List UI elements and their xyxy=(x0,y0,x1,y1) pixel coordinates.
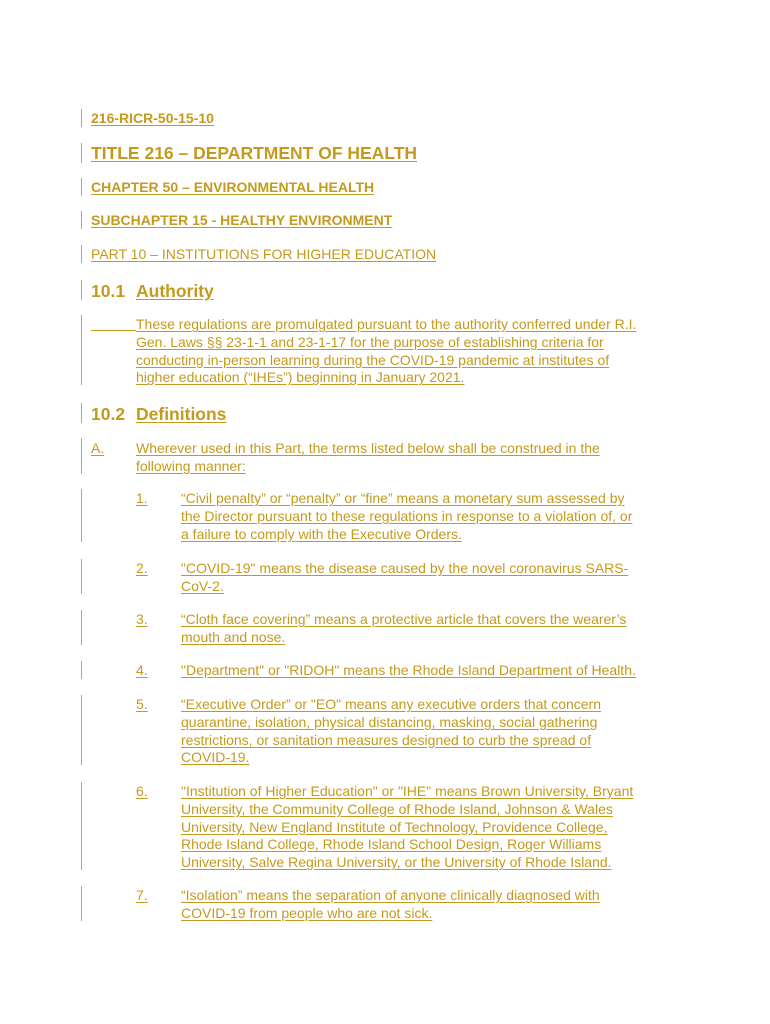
definition-line: “Civil penalty” or “penalty” or “fine” means a monetary sum assessed by xyxy=(181,490,625,506)
definition-cloth-face-covering xyxy=(181,611,626,647)
section-title: Definitions xyxy=(136,404,227,424)
change-bar xyxy=(81,143,82,163)
part-heading: PART 10 – INSTITUTIONS FOR HIGHER EDUCATION xyxy=(91,246,437,262)
change-bar xyxy=(81,559,82,594)
change-bar xyxy=(81,438,82,474)
definition-line: University, Salve Regina University, or the University of Rhode Island. xyxy=(181,854,612,871)
change-bar xyxy=(81,245,82,263)
authority-line: conducting in-person learning during the COVID-19 pandemic at institutes of xyxy=(136,351,610,368)
definition-line: "Institution of Higher Education" or "IHE" means Brown University, Bryant xyxy=(181,783,634,799)
definition-line: a failure to comply with the Executive Orders. xyxy=(181,525,462,542)
definition-line: “Cloth face covering” means a protective article that covers the wearer’s xyxy=(181,611,627,627)
paragraph-indent xyxy=(91,316,136,332)
definition-number: 4. xyxy=(136,662,148,678)
definition-executive-order xyxy=(181,696,601,767)
definition-line: quarantine, isolation, physical distancing, masking, social gathering xyxy=(181,713,598,730)
section-number: 10.2 xyxy=(91,404,126,424)
subchapter-heading: SUBCHAPTER 15 - HEALTHY ENVIRONMENT xyxy=(91,212,393,228)
definition-line: Rhode Island College, Rhode Island School Design, Roger Williams xyxy=(181,836,602,853)
definition-number: 7. xyxy=(136,887,148,903)
definition-department xyxy=(181,662,636,680)
subsection-line: Wherever used in this Part, the terms listed below shall be construed in the xyxy=(136,440,600,456)
definition-number: 2. xyxy=(136,560,148,576)
change-bar xyxy=(81,403,82,423)
definition-line: "Department" or "RIDOH" means the Rhode Island Department of Health. xyxy=(181,662,636,678)
change-bar xyxy=(81,610,82,645)
definition-number: 6. xyxy=(136,783,148,799)
definition-number: 1. xyxy=(136,490,148,506)
definition-line: CoV-2. xyxy=(181,577,224,594)
authority-line: Gen. Laws §§ 23-1-1 and 23-1-17 for the purpose of establishing criteria for xyxy=(136,333,604,350)
section-definitions-heading xyxy=(91,404,226,425)
definition-isolation xyxy=(181,887,600,923)
title-heading: TITLE 216 – DEPARTMENT OF HEALTH xyxy=(91,143,418,163)
definition-line: University, New England Institute of Technology, Providence College, xyxy=(181,818,608,835)
definition-line: mouth and nose. xyxy=(181,628,286,645)
definition-line: restrictions, or sanitation measures designed to curb the spread of xyxy=(181,731,592,748)
section-title: Authority xyxy=(136,281,214,301)
definition-number: 5. xyxy=(136,696,148,712)
change-bar xyxy=(81,782,82,870)
change-bar xyxy=(81,489,82,542)
regulation-code: 216-RICR-50-15-10 xyxy=(91,110,214,126)
change-bar xyxy=(81,886,82,921)
definition-line: "COVID-19" means the disease caused by the novel coronavirus SARS- xyxy=(181,560,629,576)
definition-line: COVID-19 from people who are not sick. xyxy=(181,904,433,921)
section-authority-heading xyxy=(91,281,214,302)
definition-civil-penalty xyxy=(181,490,632,543)
change-bar xyxy=(81,109,82,127)
change-bar xyxy=(81,211,82,229)
change-bar xyxy=(81,280,82,300)
subsection-a-text xyxy=(136,440,600,476)
definition-line: COVID-19. xyxy=(181,749,250,766)
definition-line: the Director pursuant to these regulations in response to a violation of, or xyxy=(181,507,633,524)
subsection-line: following manner: xyxy=(136,457,246,474)
change-bar xyxy=(81,315,82,385)
definition-covid-19 xyxy=(181,560,628,596)
subsection-label: A. xyxy=(91,440,105,456)
definition-ihe xyxy=(181,783,633,872)
change-bar xyxy=(81,695,82,765)
change-bar xyxy=(81,661,82,679)
authority-line: These regulations are promulgated pursuant to the authority conferred under R.I. xyxy=(136,316,637,332)
definition-line: “Executive Order” or "EO" means any executive orders that concern xyxy=(181,696,602,712)
section-number: 10.1 xyxy=(91,281,126,301)
definition-line: “Isolation” means the separation of anyone clinically diagnosed with xyxy=(181,887,600,903)
authority-line: higher education (“IHEs”) beginning in January 2021. xyxy=(136,369,465,386)
definition-number: 3. xyxy=(136,611,148,627)
authority-paragraph xyxy=(136,316,636,387)
chapter-heading: CHAPTER 50 – ENVIRONMENTAL HEALTH xyxy=(91,179,375,195)
definition-line: University, the Community College of Rhode Island, Johnson & Wales xyxy=(181,800,613,817)
change-bar xyxy=(81,178,82,196)
